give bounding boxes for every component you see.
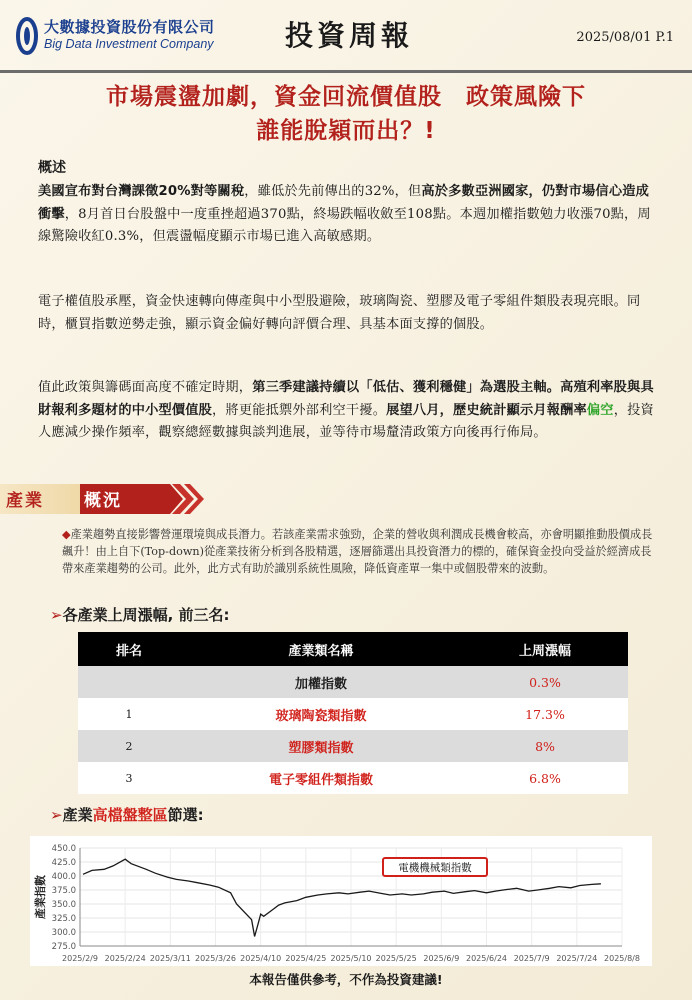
series-line (83, 859, 601, 936)
top3-heading-text: 各產業上周漲幅, 前三名: (62, 606, 230, 624)
industry-name-cell: 電子零組件類指數 (180, 762, 462, 794)
overview-paragraph-2: 電子權值股承壓，資金快速轉向傳產與中小型股避險，玻璃陶瓷、塑膠及電子零組件類股表現亮眼。同時，櫃買指數逆勢走強，顯示資金偏好轉向評價合理、具基本面支撐的個股。 (38, 294, 641, 332)
y-tick-label: 300.0 (51, 928, 76, 938)
industry-intro-text: 產業趨勢直接影響營運環境與成長潛力。若該產業需求強勁，企業的營收與利潤成長機會較高，亦會明顯推動股價成長飆升！由上自下(Top-down)從產業技術分析到各股精選，逐層篩選出具投資潛力的標的，確保資金投向受益於經濟成長帶來產業趨勢的公司。此外，此方式有助於識別系統性風險，降低資產單一集中或個股帶來的波動。 (62, 528, 653, 575)
x-tick-label: 2025/6/24 (465, 954, 508, 963)
rank-cell (78, 666, 180, 698)
company-name-cn: 大數據投資股份有限公司 (44, 18, 215, 36)
chart-container (30, 836, 652, 966)
p3-bold-2: 展望八月，歷史統計顯示月報酬率 (386, 402, 587, 418)
y-tick-label: 400.0 (51, 872, 76, 882)
x-tick-label: 2025/5/10 (330, 954, 372, 963)
p3-bearish-word: 偏空 (586, 402, 614, 418)
disclaimer: 本報告僅供參考，不作為投資建議! (249, 972, 443, 987)
x-tick-label: 2025/3/11 (149, 954, 191, 963)
industry-name-cell: 塑膠類指數 (180, 730, 462, 762)
x-tick-label: 2025/2/24 (104, 954, 146, 963)
banner-label-industry: 產業 (6, 491, 44, 511)
change-cell: 0.3% (462, 666, 628, 698)
diamond-bullet-icon: ◆ (62, 528, 71, 541)
rank-cell: 3 (78, 762, 180, 794)
industry-name-cell: 加權指數 (180, 666, 462, 698)
p3-bold-1: 第三季建議持續以「低估、獲利穩健」為選股主軸。高殖利率股與具財報利多題材的中小型價值股 (38, 380, 654, 418)
change-cell: 17.3% (462, 698, 628, 730)
legend-label: 電機機械類指數 (398, 862, 472, 874)
x-tick-label: 2025/6/9 (423, 954, 460, 963)
y-tick-label: 325.0 (51, 914, 76, 924)
report-title: 投資周報 (285, 19, 414, 52)
company-name-en: Big Data Investment Company (44, 37, 214, 51)
x-tick-label: 2025/7/9 (513, 954, 550, 963)
overview-paragraph-3 (38, 377, 656, 445)
x-tick-label: 2025/4/10 (240, 954, 282, 963)
change-cell: 8% (462, 730, 628, 762)
y-tick-label: 375.0 (51, 886, 76, 896)
p1-bold-1: 美國宣布對台灣課徵20%對等關稅 (38, 184, 245, 199)
x-tick-label: 2025/5/25 (375, 954, 417, 963)
x-tick-label: 2025/4/25 (285, 954, 327, 963)
p1-text-2: ，8月首日台股盤中一度重挫超過370點，終場跌幅收斂至108點。本週加權指數勉力收漲70點，周線驚險收紅0.3%，但震盪幅度顯示市場已進入高敏感期。 (38, 206, 651, 244)
table-row (78, 698, 628, 730)
industry-intro (62, 526, 662, 577)
chart-heading-b: 高檔盤整區 (92, 806, 168, 824)
banner-label-overview: 概況 (84, 491, 122, 511)
p1-text-1: ，雖低於先前傳出的32%，但 (244, 184, 422, 199)
arrow-bullet-icon: ➢ (50, 806, 63, 824)
chart-heading-c: 節選: (167, 806, 204, 824)
industry-index-line-chart (30, 836, 652, 966)
company-logo-icon (12, 14, 42, 56)
rank-cell: 1 (78, 698, 180, 730)
industry-name-cell: 玻璃陶瓷類指數 (180, 698, 462, 730)
p3-text-1: 值此政策與籌碼面高度不確定時期， (38, 380, 253, 395)
chart-heading-a: 產業 (62, 806, 93, 824)
p3-text-3: ，投資人應減少操作頻率，觀察總經數據與談判進展，並等待市場釐清政策方向後再行佈局。 (38, 402, 654, 440)
headline (20, 80, 672, 148)
x-tick-label: 2025/7/24 (556, 954, 598, 963)
x-tick-label: 2025/2/9 (62, 954, 98, 963)
x-tick-label: 2025/8/8 (604, 954, 640, 963)
column-header-rank: 排名 (78, 632, 180, 666)
table-row (78, 730, 628, 762)
arrow-bullet-icon: ➢ (50, 606, 63, 624)
top3-heading (50, 604, 230, 625)
overview-paragraph-1 (38, 181, 656, 249)
p1-bold-2: 高於多數亞洲國家，仍對市場信心造成衝擊 (38, 184, 649, 222)
column-header-change: 上周漲幅 (462, 632, 628, 666)
p3-text-2: ，將更能抵禦外部利空干擾。 (212, 402, 387, 418)
y-tick-label: 275.0 (51, 942, 76, 952)
industry-rank-table (78, 632, 628, 794)
y-tick-label: 450.0 (51, 844, 76, 854)
column-header-industry: 產業類名稱 (180, 632, 462, 666)
y-axis-label: 產業指數 (34, 875, 47, 919)
y-tick-label: 425.0 (51, 858, 76, 868)
overview-heading: 概述 (38, 160, 66, 176)
headline-line-2: 誰能脫穎而出？! (256, 118, 436, 144)
headline-line-1: 市場震盪加劇，資金回流價值股 政策風險下 (106, 84, 586, 110)
rank-cell: 2 (78, 730, 180, 762)
x-tick-label: 2025/3/26 (194, 954, 237, 963)
chart-heading (50, 804, 204, 825)
header-divider (0, 70, 692, 73)
table-row (78, 762, 628, 794)
change-cell: 6.8% (462, 762, 628, 794)
report-date-page: 2025/08/01 P.1 (576, 30, 674, 45)
table-row (78, 666, 628, 698)
y-tick-label: 350.0 (51, 900, 76, 910)
